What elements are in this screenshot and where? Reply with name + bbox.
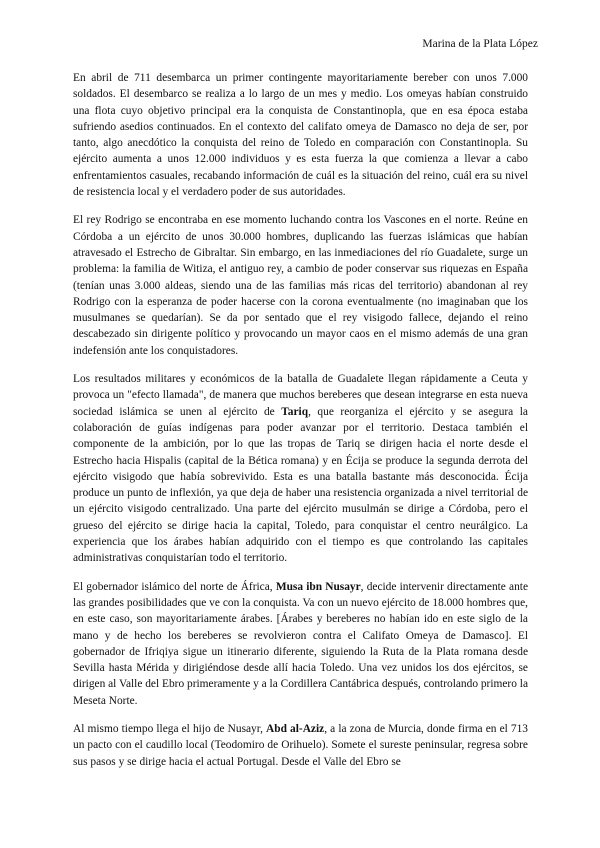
bold-name-tariq: Tariq	[281, 405, 309, 418]
paragraph-5	[73, 721, 528, 770]
paragraph-3	[73, 371, 528, 567]
paragraph-text: Los resultados militares y económicos de la batalla de Guadalete llegan rápidamente a Ceuta y provoca un "efecto llamada", de manera que muchos bereberes que desean integrarse en esta nueva sociedad islámica se unen al ejército de	[73, 373, 528, 418]
paragraph-text: , que reorganiza el ejército y se asegura la colaboración de guías indígenas para poder avanzar por el territorio. Destaca también el componente de la ambición, por lo que las tropas de Tariq se dirigen hacia el norte desde el Estrecho hacia Hispalis (capital de la Bética romana) y en Écija se produce la segunda derrota del ejército visigodo que había sobrevivido. Esta es una batalla bastante más desconocida. Écija produce un punto de inflexión, ya que deja de haber una resistencia organizada a nivel territorial de un ejército visigodo centralizado. Una parte del ejército musulmán se dirige a Córdoba, pero el grueso del ejército se dirige hacia la capital, Toledo, para conquistar el centro neurálgico. La experiencia que los árabes habían adquirido con el tiempo es que controlando las capitales administrativas conquistarían todo el territorio.	[73, 405, 528, 565]
paragraph-text: El rey Rodrigo se encontraba en ese momento luchando contra los Vascones en el norte. Reúne en Córdoba a un ejército de unos 30.000 hombres, duplicando las fuerzas islámicas que habían atravesado el Estrecho de Gibraltar. Sin embargo, en las inmediaciones del río Guadalete, surge un problema: la familia de Witiza, el antiguo rey, a cambio de poder conservar sus riquezas en España (tenían unas 3.000 aldeas, siendo una de las familias más ricas del territorio) abandonan al rey Rodrigo con la esperanza de poder hacerse con la corona eventualmente (no imaginaban que los musulmanes se quedarían). Se da por sentado que el rey visigodo fallece, dejando el reino descabezado sin dirigente político y provocando un mayor caos en el mismo además de una gran indefensión ante los conquistadores.	[73, 214, 528, 357]
paragraph-4	[73, 579, 528, 709]
paragraph-text: Al mismo tiempo llega el hijo de Nusayr,	[73, 722, 267, 735]
bold-name-abd-al-aziz: Abd al-Aziz	[266, 722, 325, 735]
document-body	[73, 70, 528, 782]
bold-name-musa-ibn-nusayr: Musa ibn Nusayr	[275, 580, 361, 593]
paragraph-1	[73, 70, 528, 200]
paragraph-text: , a la zona de Murcia, donde firma en el 713 un pacto con el caudillo local (Teodomiro de Orihuelo). Somete el sureste peninsular, regresa sobre sus pasos y se dirige hacia el actual Portugal. Desde el Valle del Ebro se	[73, 722, 529, 768]
paragraph-text: El gobernador islámico del norte de África,	[73, 580, 276, 593]
page-header-author: Marina de la Plata López	[422, 38, 538, 50]
paragraph-2	[73, 212, 528, 359]
paragraph-text: , decide intervenir directamente ante las grandes posibilidades que ve con la conquista. Va con un nuevo ejército de 18.000 hombres que, en este caso, son mayoritariamente árabes. [Árabes y bereberes no habían ido en este siglo de la mano y de hecho los bereberes se revolvieron contra el Califato Omeya de Damasco]. El gobernador de Ifriqiya sigue un itinerario diferente, siguiendo la Ruta de la Plata romana desde Sevilla hasta Mérida y dirigiéndose desde allí hacia Toledo. Una vez unidos los dos ejércitos, se dirigen al Valle del Ebro primeramente y a la Cordillera Cantábrica después, controlando primero la Meseta Norte.	[73, 580, 529, 707]
paragraph-text: En abril de 711 desembarca un primer contingente mayoritariamente bereber con unos 7.000 soldados. El desembarco se realiza a lo largo de un mes y medio. Los omeyas habían construido una flota cuyo objetivo principal era la conquista de Constantinopla, que en esa época estaba sufriendo asedios continuados. En el contexto del califato omeya de Damasco no deja de ser, por tanto, algo anecdótico la conquista del reino de Toledo en comparación con Constantinopla. Su ejército aumenta a unos 12.000 individuos y es esta fuerza la que comienza a llevar a cabo enfrentamientos casuales, recabando información de cuál es la situación del reino, cuál era su nivel de resistencia local y el verdadero poder de sus autoridades.	[73, 72, 528, 199]
